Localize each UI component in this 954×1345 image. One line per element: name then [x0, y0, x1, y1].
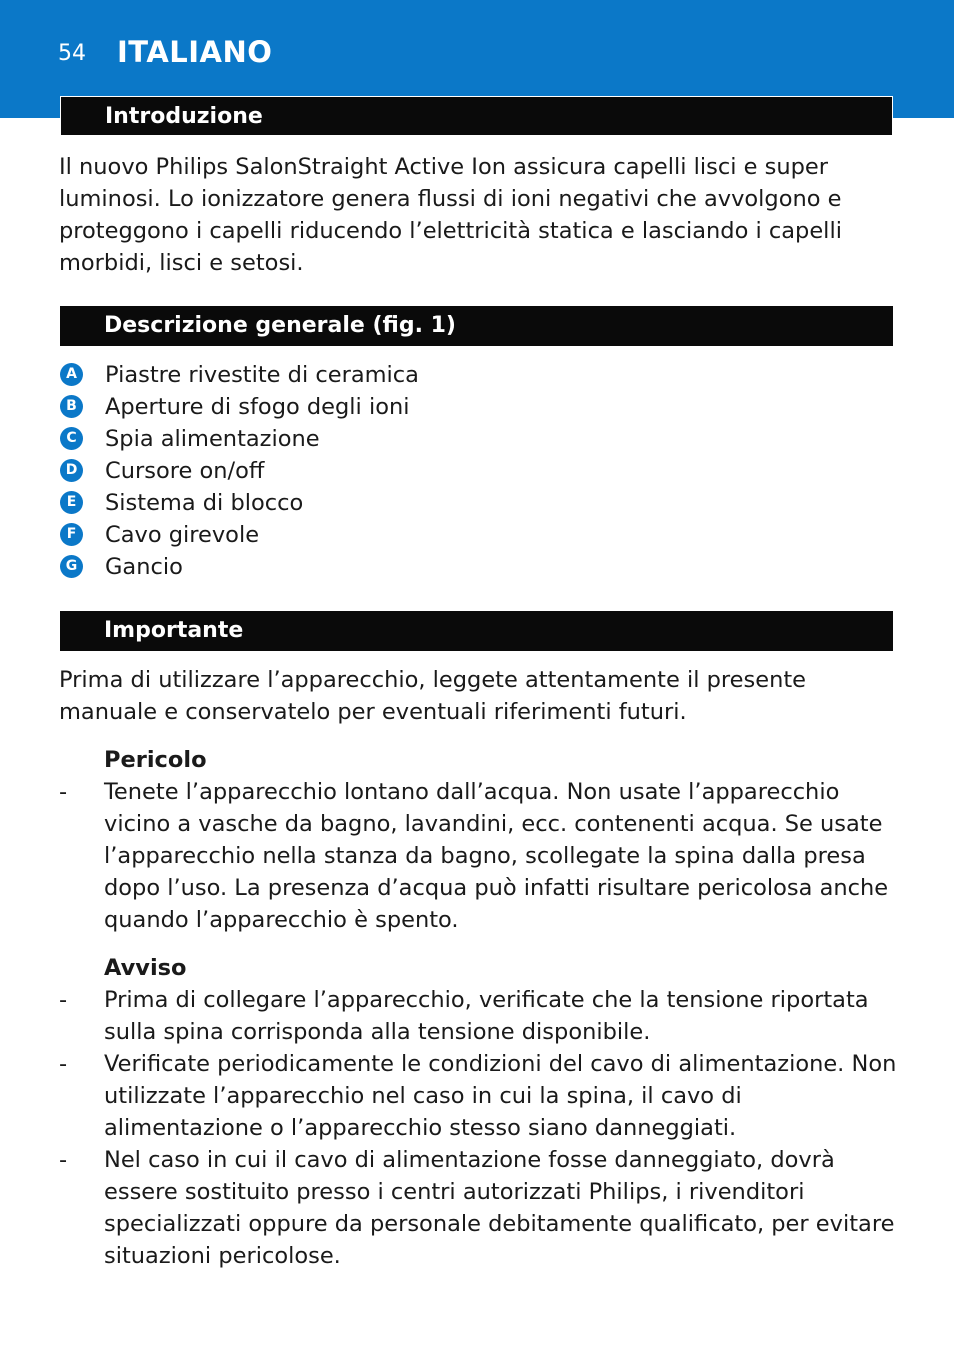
list-item	[60, 391, 419, 423]
list-item	[59, 1048, 899, 1144]
dash-bullet: -	[59, 987, 68, 1013]
list-item	[60, 519, 419, 551]
part-label: Cavo girevole	[105, 522, 260, 548]
warning-heading: Avviso	[104, 955, 187, 981]
section-title-overview: Descrizione generale (fig. 1)	[104, 313, 456, 338]
part-label: Aperture di sfogo degli ioni	[105, 394, 410, 420]
marker-b-icon: B	[60, 395, 83, 418]
list-item	[59, 984, 899, 1048]
marker-e-icon: E	[60, 491, 83, 514]
bullet-text: Nel caso in cui il cavo di alimentazione fosse danneggiato, dovrà essere sostituito presso i centri autorizzati Philips, i rivenditori specializzati oppure da personale debitamente qualificato, per evitare situazioni pericolose.	[104, 1147, 895, 1269]
list-item	[59, 1144, 899, 1272]
dash-bullet: -	[59, 1051, 68, 1077]
page-number: 54	[58, 41, 86, 66]
part-label: Gancio	[105, 554, 183, 580]
section-title-intro: Introduzione	[105, 104, 263, 129]
marker-f-icon: F	[60, 523, 83, 546]
bullet-text: Tenete l’apparecchio lontano dall’acqua. Non usate l’apparecchio vicino a vasche da bagno, lavandini, ecc. contenenti acqua. Se usate l’apparecchio nella stanza da bagno, scollegate la spina dalla presa dopo l’uso. La presenza d’acqua può infatti risultare pericolosa anche quando l’apparecchio è spento.	[104, 779, 889, 933]
list-item	[60, 455, 419, 487]
important-paragraph: Prima di utilizzare l’apparecchio, leggete attentamente il presente manuale e conservatelo per eventuali riferimenti futuri.	[59, 667, 807, 725]
language-title: ITALIANO	[117, 35, 273, 69]
section-header-overview	[60, 306, 893, 346]
parts-list	[60, 359, 419, 583]
bullet-text: Verificate periodicamente le condizioni del cavo di alimentazione. Non utilizzate l’apparecchio nel caso in cui la spina, il cavo di alimentazione o l’apparecchio stesso siano danneggiati.	[104, 1051, 897, 1141]
danger-list	[59, 776, 899, 936]
dash-bullet: -	[59, 1147, 68, 1173]
part-label: Spia alimentazione	[105, 426, 320, 452]
part-label: Piastre rivestite di ceramica	[105, 362, 419, 388]
part-label: Sistema di blocco	[105, 490, 304, 516]
bullet-text: Prima di collegare l’apparecchio, verificate che la tensione riportata sulla spina corrisponda alla tensione disponibile.	[104, 987, 869, 1045]
intro-paragraph: Il nuovo Philips SalonStraight Active Ion assicura capelli lisci e super luminosi. Lo ionizzatore genera flussi di ioni negativi che avvolgono e proteggono i capelli riducendo l’elettricità statica e lasciando i capelli morbidi, lisci e setosi.	[59, 154, 842, 276]
section-title-important: Importante	[104, 618, 244, 643]
section-header-intro	[60, 96, 893, 136]
marker-d-icon: D	[60, 459, 83, 482]
warning-list	[59, 984, 899, 1272]
list-item	[59, 776, 899, 936]
list-item	[60, 359, 419, 391]
section-header-important	[60, 611, 893, 651]
danger-heading: Pericolo	[104, 747, 207, 773]
marker-g-icon: G	[60, 555, 83, 578]
marker-c-icon: C	[60, 427, 83, 450]
part-label: Cursore on/off	[105, 458, 265, 484]
marker-a-icon: A	[60, 363, 83, 386]
dash-bullet: -	[59, 779, 68, 805]
list-item	[60, 423, 419, 455]
list-item	[60, 551, 419, 583]
list-item	[60, 487, 419, 519]
